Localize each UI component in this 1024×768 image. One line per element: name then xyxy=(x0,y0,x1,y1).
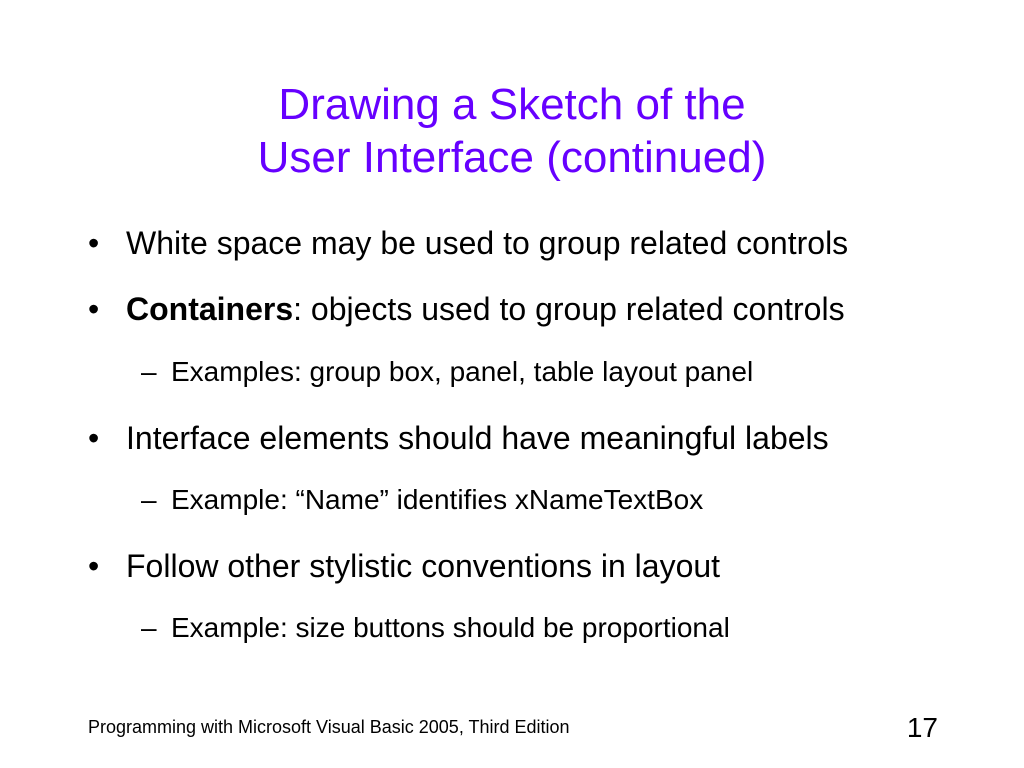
slide-title xyxy=(0,78,1024,184)
bullet-marker: • xyxy=(88,291,100,327)
bullet-marker: • xyxy=(88,548,100,584)
page-number: 17 xyxy=(906,712,938,743)
sub-bullet-marker: – xyxy=(141,484,157,515)
bullet-marker: • xyxy=(88,225,100,261)
bullet-text: White space may be used to group related controls xyxy=(126,225,849,261)
bullet-text: Interface elements should have meaningful labels xyxy=(126,420,829,456)
bullet-text: Follow other stylistic conventions in layout xyxy=(126,548,721,584)
bullet-text xyxy=(126,290,845,328)
sub-bullet-text: Example: “Name” identifies xNameTextBox xyxy=(171,484,704,515)
sub-bullet-text: Example: size buttons should be proportional xyxy=(171,612,730,643)
slide-title-line-1: Drawing a Sketch of the xyxy=(278,80,746,129)
bullet-marker: • xyxy=(88,420,100,456)
bullet-term: Containers xyxy=(126,291,294,327)
slide-footer: Programming with Microsoft Visual Basic 2005, Third Edition xyxy=(88,717,570,737)
sub-bullet-text: Examples: group box, panel, table layout panel xyxy=(171,356,754,387)
sub-bullet-marker: – xyxy=(141,612,157,643)
sub-bullet-marker: – xyxy=(141,356,157,387)
bullet-definition: : objects used to group related controls xyxy=(293,291,845,327)
slide-title-line-2: User Interface (continued) xyxy=(257,133,767,182)
